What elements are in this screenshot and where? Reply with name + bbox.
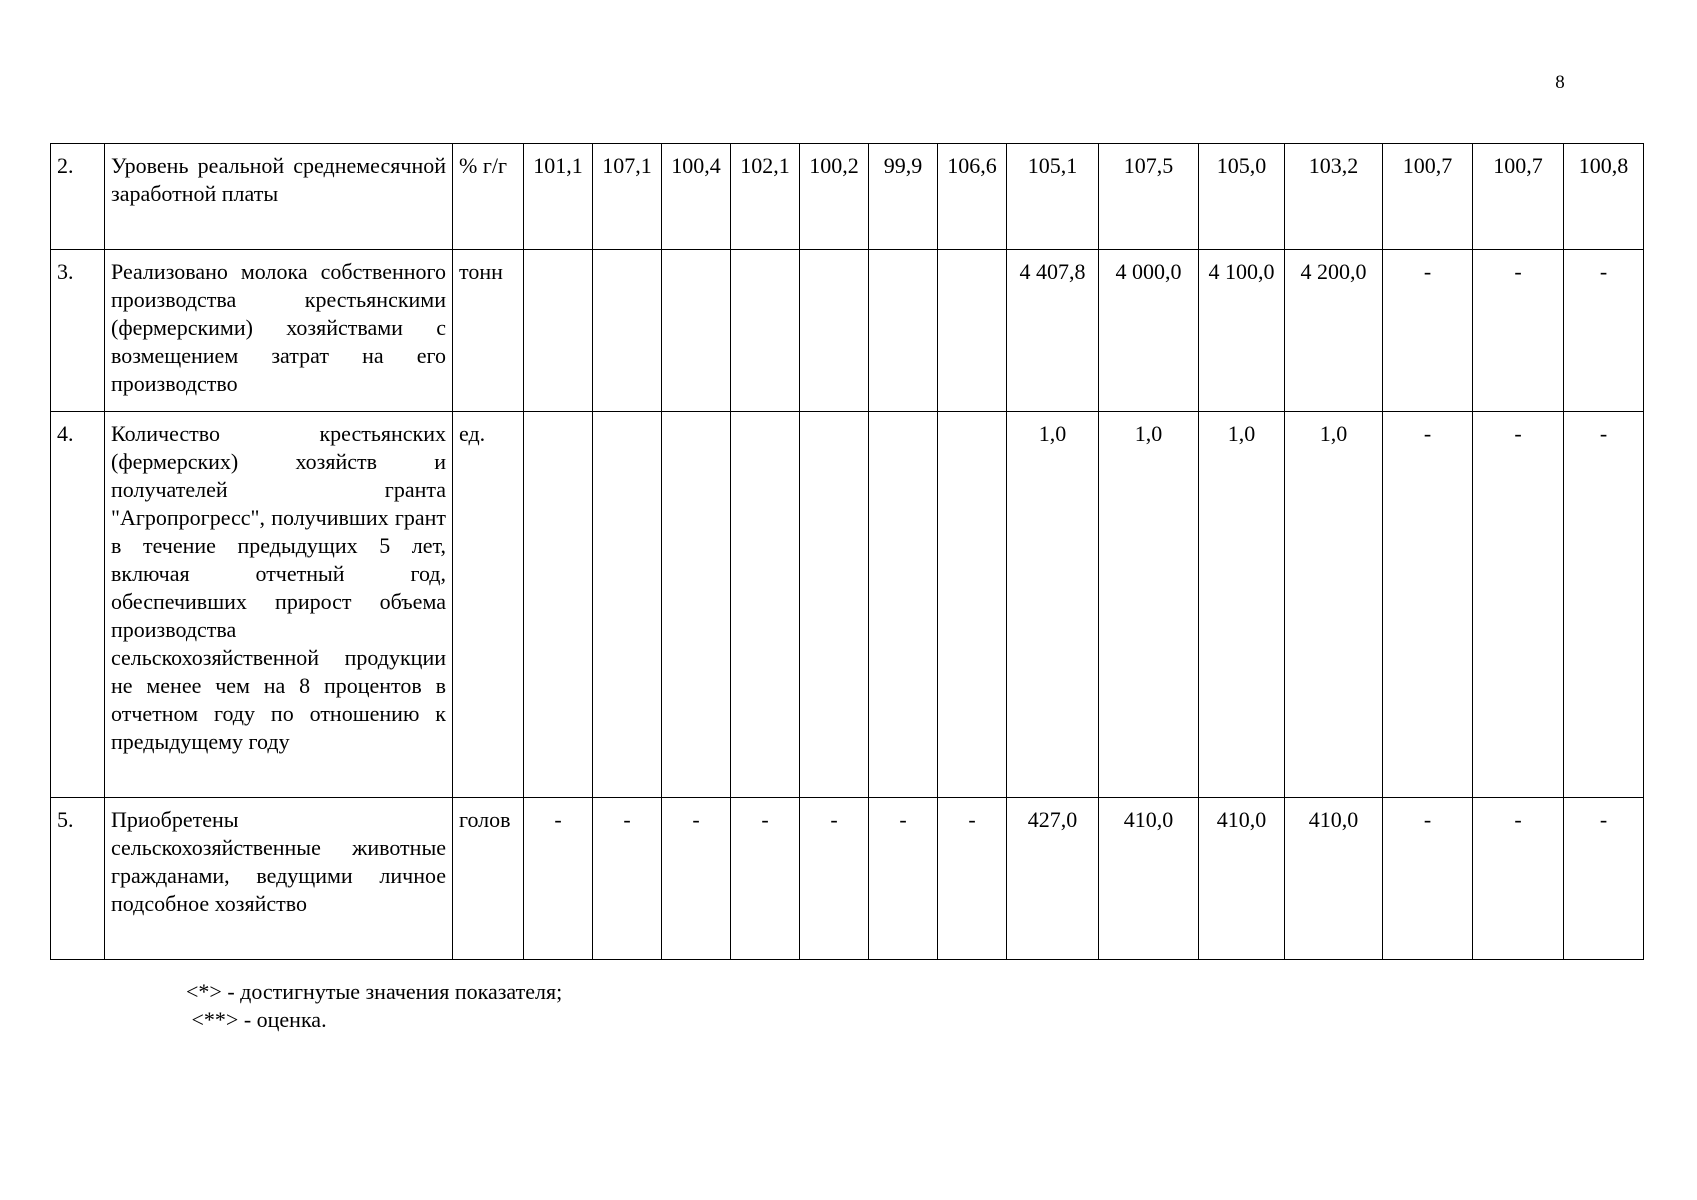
value-cell bbox=[593, 250, 662, 412]
value-cell: - bbox=[662, 798, 731, 960]
row-number: 3. bbox=[51, 250, 105, 412]
value-cell: 4 100,0 bbox=[1199, 250, 1285, 412]
value-cell: - bbox=[938, 798, 1007, 960]
table-row bbox=[51, 250, 1644, 412]
value-cell: - bbox=[1473, 412, 1564, 798]
value-cell: 4 000,0 bbox=[1099, 250, 1199, 412]
value-cell: 1,0 bbox=[1285, 412, 1383, 798]
unit-cell: ед. bbox=[453, 412, 524, 798]
value-cell bbox=[524, 250, 593, 412]
value-cell: - bbox=[524, 798, 593, 960]
value-cell: 4 407,8 bbox=[1007, 250, 1099, 412]
value-cell: 100,8 bbox=[1564, 144, 1644, 250]
value-cell: 107,5 bbox=[1099, 144, 1199, 250]
value-cell: 103,2 bbox=[1285, 144, 1383, 250]
value-cell bbox=[593, 412, 662, 798]
value-cell: 4 200,0 bbox=[1285, 250, 1383, 412]
value-cell bbox=[800, 412, 869, 798]
value-cell: 410,0 bbox=[1099, 798, 1199, 960]
value-cell: - bbox=[1564, 250, 1644, 412]
value-cell: - bbox=[1383, 798, 1473, 960]
value-cell: - bbox=[869, 798, 938, 960]
value-cell: 1,0 bbox=[1007, 412, 1099, 798]
unit-cell: голов bbox=[453, 798, 524, 960]
value-cell bbox=[869, 250, 938, 412]
value-cell bbox=[800, 250, 869, 412]
value-cell: 99,9 bbox=[869, 144, 938, 250]
table-row bbox=[51, 412, 1644, 798]
value-cell: 410,0 bbox=[1199, 798, 1285, 960]
value-cell: - bbox=[1383, 412, 1473, 798]
value-cell bbox=[731, 412, 800, 798]
unit-cell: тонн bbox=[453, 250, 524, 412]
indicator-name: Реализовано молока собственного производства крестьянскими (фермерскими) хозяйствами с возмещением затрат на его производство bbox=[105, 250, 453, 412]
footnote-achieved: <*> - достигнутые значения показателя; bbox=[186, 979, 563, 1004]
value-cell: - bbox=[1383, 250, 1473, 412]
row-number: 2. bbox=[51, 144, 105, 250]
page-number: 8 bbox=[1555, 72, 1565, 93]
value-cell: 101,1 bbox=[524, 144, 593, 250]
value-cell bbox=[869, 412, 938, 798]
value-cell: 100,2 bbox=[800, 144, 869, 250]
value-cell: 102,1 bbox=[731, 144, 800, 250]
value-cell: 100,4 bbox=[662, 144, 731, 250]
indicator-name: Приобретены сельскохозяйственные животные гражданами, ведущими личное подсобное хозяйство bbox=[105, 798, 453, 960]
value-cell: - bbox=[800, 798, 869, 960]
value-cell: 106,6 bbox=[938, 144, 1007, 250]
value-cell: 105,1 bbox=[1007, 144, 1099, 250]
value-cell bbox=[662, 412, 731, 798]
value-cell: 410,0 bbox=[1285, 798, 1383, 960]
unit-cell: % г/г bbox=[453, 144, 524, 250]
indicator-name: Количество крестьянских (фермерских) хозяйств и получателей гранта "Агропрогресс", получивших грант в течение предыдущих 5 лет, включая отчетный год, обеспечивших прирост объема производства сельскохозяйственной продукции не менее чем на 8 процентов в отчетном году по отношению к предыдущему году bbox=[105, 412, 453, 798]
value-cell bbox=[662, 250, 731, 412]
value-cell: - bbox=[1564, 798, 1644, 960]
value-cell bbox=[731, 250, 800, 412]
value-cell: 1,0 bbox=[1099, 412, 1199, 798]
value-cell: - bbox=[1473, 250, 1564, 412]
row-number: 5. bbox=[51, 798, 105, 960]
value-cell: 427,0 bbox=[1007, 798, 1099, 960]
indicators-table bbox=[50, 143, 1644, 960]
value-cell: 100,7 bbox=[1473, 144, 1564, 250]
indicator-name: Уровень реальной среднемесячной заработной платы bbox=[105, 144, 453, 250]
value-cell: - bbox=[731, 798, 800, 960]
value-cell: - bbox=[593, 798, 662, 960]
table-body bbox=[51, 144, 1644, 960]
footnotes bbox=[186, 978, 562, 1034]
value-cell: 107,1 bbox=[593, 144, 662, 250]
value-cell: 100,7 bbox=[1383, 144, 1473, 250]
footnote-estimate: <**> - оценка. bbox=[186, 1007, 327, 1032]
value-cell bbox=[524, 412, 593, 798]
table-row bbox=[51, 144, 1644, 250]
row-number: 4. bbox=[51, 412, 105, 798]
value-cell: - bbox=[1473, 798, 1564, 960]
value-cell: 1,0 bbox=[1199, 412, 1285, 798]
value-cell bbox=[938, 412, 1007, 798]
table-row bbox=[51, 798, 1644, 960]
value-cell: 105,0 bbox=[1199, 144, 1285, 250]
value-cell: - bbox=[1564, 412, 1644, 798]
value-cell bbox=[938, 250, 1007, 412]
